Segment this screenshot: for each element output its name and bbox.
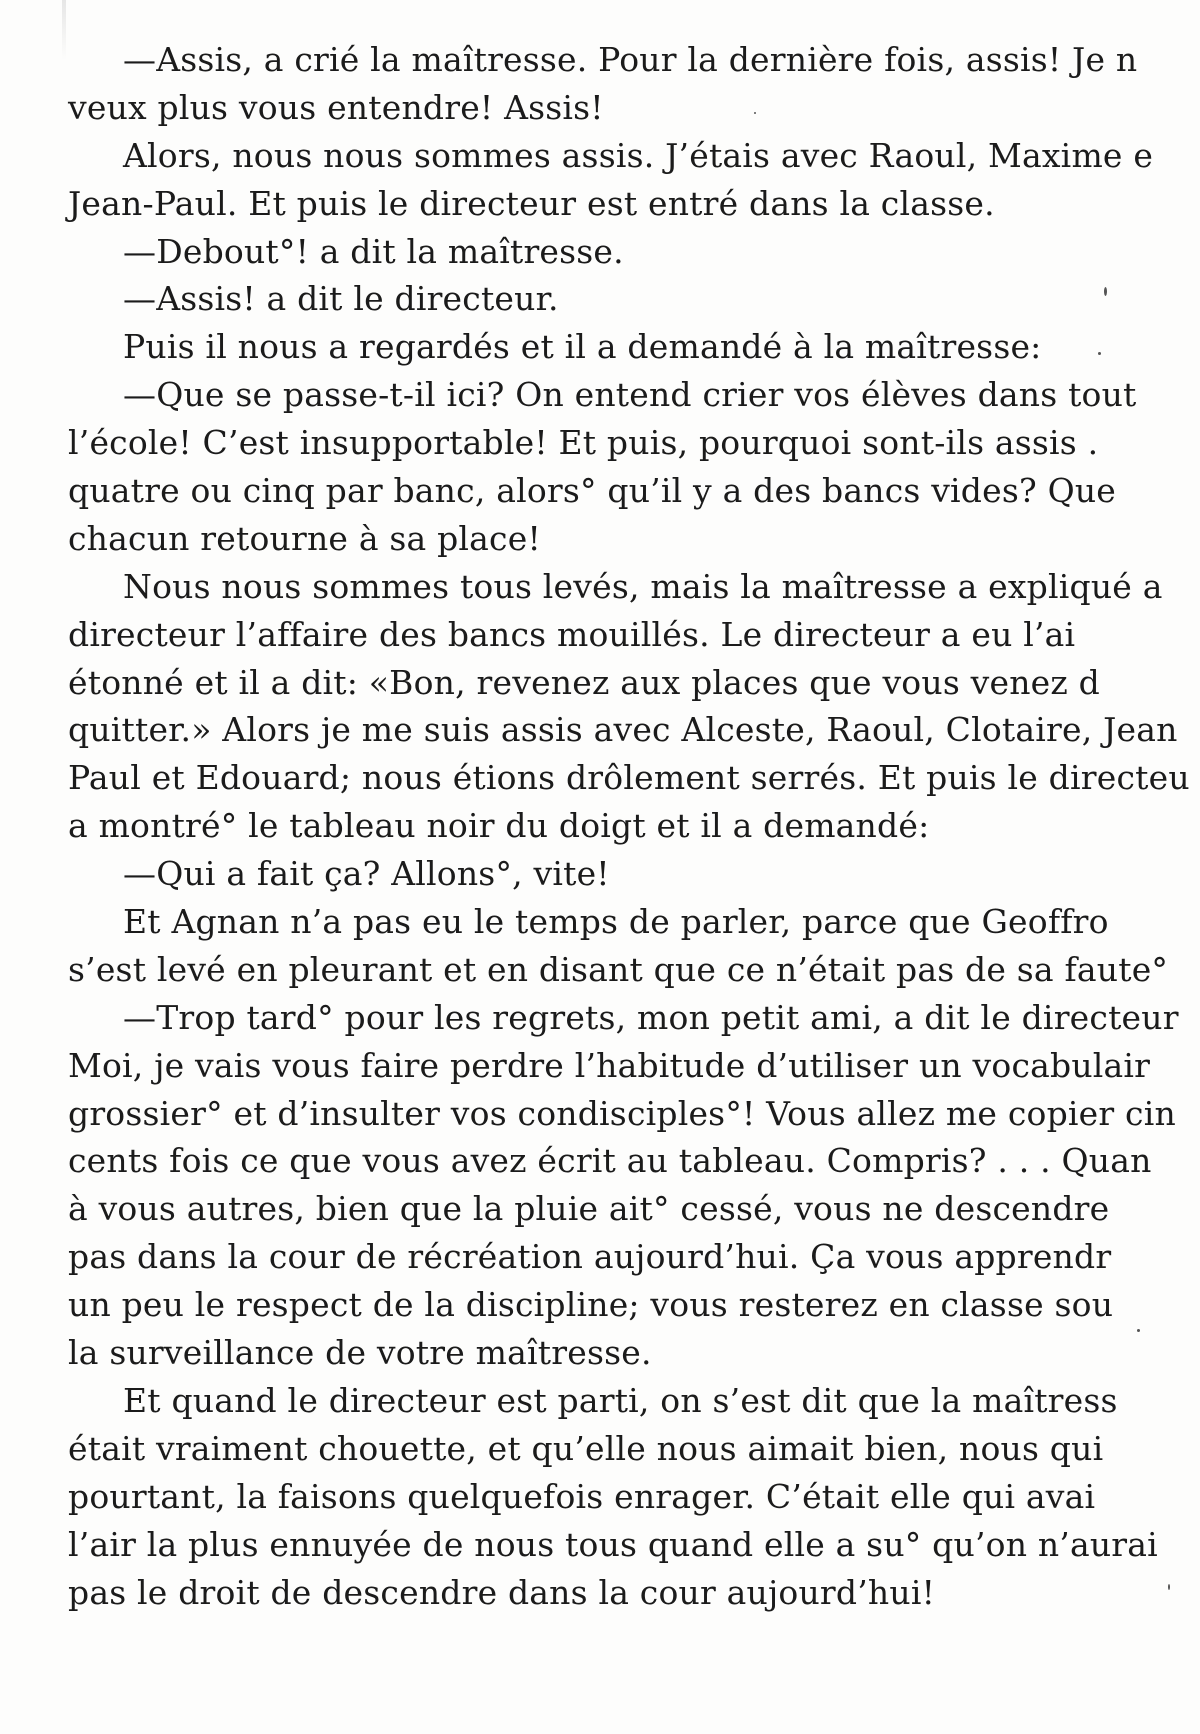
text-line: Jean-Paul. Et puis le directeur est entré dans la classe. [68, 183, 995, 223]
scan-speck [754, 112, 756, 114]
text-line: grossier° et d’insulter vos condisciples°! Vous allez me copier cin [68, 1093, 1176, 1133]
text-line: à vous autres, bien que la pluie ait° cessé, vous ne descendre [68, 1189, 1110, 1229]
text-line: étonné et il a dit: «Bon, revenez aux places que vous venez d [68, 662, 1101, 702]
text-line: Et quand le directeur est parti, on s’est dit que la maîtress [123, 1380, 1118, 1420]
paragraph [68, 850, 1200, 898]
scan-speck [1137, 1329, 1140, 1332]
text-line: directeur l’affaire des bancs mouillés. Le directeur a eu l’ai [68, 614, 1076, 654]
scan-speck [1098, 352, 1101, 355]
text-line: —Debout°! a dit la maîtresse. [123, 231, 624, 271]
paragraph [68, 994, 1200, 1377]
text-line: l’air la plus ennuyée de nous tous quand elle a su° qu’on n’aurai [68, 1524, 1158, 1564]
text-line: a montré° le tableau noir du doigt et il a demandé: [68, 806, 930, 846]
text-line: un peu le respect de la discipline; vous resterez en classe sou [68, 1285, 1114, 1325]
scan-speck [1104, 287, 1107, 296]
text-line: était vraiment chouette, et qu’elle nous aimait bien, nous qui [68, 1428, 1104, 1468]
scan-speck [1168, 1584, 1170, 1590]
paragraph [68, 275, 1200, 323]
scan-edge-mark [62, 0, 66, 60]
paragraph [68, 323, 1200, 371]
text-line: —Que se passe-t-il ici? On entend crier vos élèves dans tout [123, 375, 1137, 415]
text-line: s’est levé en pleurant et en disant que ce n’était pas de sa faute° [68, 949, 1169, 989]
text-line: Paul et Edouard; nous étions drôlement serrés. Et puis le directeu [68, 758, 1190, 798]
text-line: Nous nous sommes tous levés, mais la maîtresse a expliqué a [123, 566, 1163, 606]
text-line: Moi, je vais vous faire perdre l’habitude d’utiliser un vocabulair [68, 1045, 1151, 1085]
paragraph [68, 1377, 1200, 1616]
text-line: Et Agnan n’a pas eu le temps de parler, parce que Geoffro [123, 902, 1109, 942]
paragraph [68, 36, 1200, 132]
text-line: quatre ou cinq par banc, alors° qu’il y a des bancs vides? Que [68, 471, 1117, 511]
text-line: —Assis! a dit le directeur. [123, 279, 559, 319]
paragraph [68, 228, 1200, 276]
text-line: —Trop tard° pour les regrets, mon petit ami, a dit le directeur [123, 997, 1179, 1037]
text-line: cents fois ce que vous avez écrit au tableau. Compris? . . . Quan [68, 1141, 1152, 1181]
text-line: —Assis, a crié la maîtresse. Pour la dernière fois, assis! Je n [123, 40, 1138, 79]
text-line: Puis il nous a regardés et il a demandé à la maîtresse: [123, 327, 1042, 367]
text-line: chacun retourne à sa place! [68, 518, 541, 558]
text-line: —Qui a fait ça? Allons°, vite! [123, 854, 610, 894]
paragraph [68, 563, 1200, 850]
text-line: la surveillance de votre maîtresse. [68, 1333, 652, 1373]
text-line: pas le droit de descendre dans la cour aujourd’hui! [68, 1572, 936, 1612]
paragraph [68, 898, 1200, 994]
text-line: veux plus vous entendre! Assis! [68, 87, 604, 127]
paragraph [68, 132, 1200, 228]
paragraph [68, 371, 1200, 563]
text-line: pas dans la cour de récréation aujourd’hui. Ça vous apprendr [68, 1237, 1112, 1277]
text-line: Alors, nous nous sommes assis. J’étais avec Raoul, Maxime e [123, 135, 1154, 175]
text-line: l’école! C’est insupportable! Et puis, pourquoi sont-ils assis . [68, 423, 1099, 463]
text-line: quitter.» Alors je me suis assis avec Alceste, Raoul, Clotaire, Jean [68, 710, 1178, 750]
text-block [68, 36, 1200, 1616]
text-line: pourtant, la faisons quelquefois enrager. C’était elle qui avai [68, 1476, 1096, 1516]
